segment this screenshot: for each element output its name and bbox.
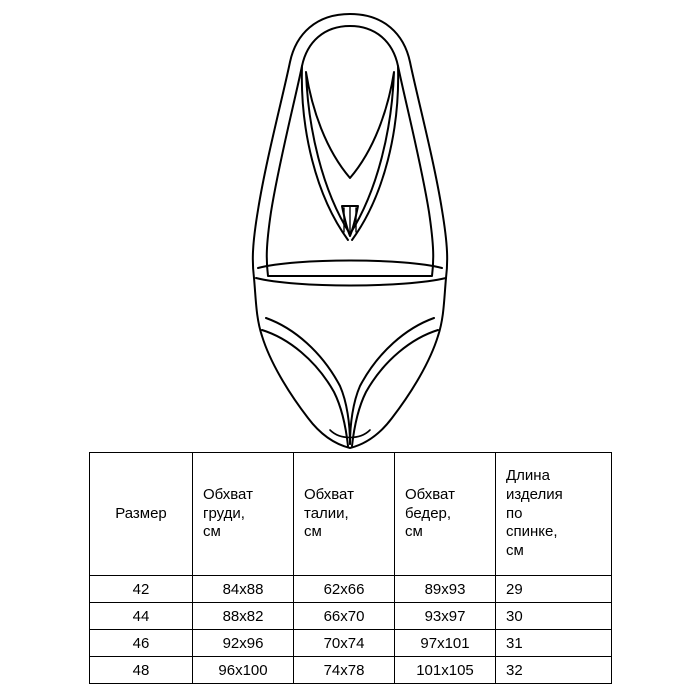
- header-size-line-1: Размер: [115, 504, 167, 522]
- header-length: [496, 453, 612, 576]
- size-table-container: [89, 452, 611, 684]
- cell-length: 29: [496, 576, 612, 603]
- table-header-row: [90, 453, 612, 576]
- cell-size: 44: [90, 603, 193, 630]
- cell-length: 30: [496, 603, 612, 630]
- header-length-line-1: Длина: [506, 467, 550, 485]
- header-hips-line-1: Обхват: [405, 485, 455, 503]
- cell-waist: 74х78: [294, 657, 395, 684]
- size-table-body: [90, 576, 612, 684]
- cell-hips: 89х93: [395, 576, 496, 603]
- cell-hips: 93х97: [395, 603, 496, 630]
- cell-hips: 101х105: [395, 657, 496, 684]
- cell-length: 31: [496, 630, 612, 657]
- cell-chest: 92х96: [193, 630, 294, 657]
- header-chest-line-2: груди,: [203, 504, 245, 522]
- table-row: [90, 630, 612, 657]
- cell-waist: 70х74: [294, 630, 395, 657]
- header-hips-line-3: см: [405, 523, 423, 541]
- header-length-line-3: по: [506, 504, 523, 522]
- table-row: [90, 657, 612, 684]
- size-table-head: [90, 453, 612, 576]
- header-length-line-4: спинке,: [506, 523, 558, 541]
- cell-waist: 62х66: [294, 576, 395, 603]
- header-waist: [294, 453, 395, 576]
- header-waist-line-1: Обхват: [304, 485, 354, 503]
- header-chest: [193, 453, 294, 576]
- table-row: [90, 576, 612, 603]
- cell-size: 48: [90, 657, 193, 684]
- cell-size: 46: [90, 630, 193, 657]
- size-table: [89, 452, 612, 684]
- header-size: [90, 453, 193, 576]
- cell-chest: 84х88: [193, 576, 294, 603]
- cell-waist: 66х70: [294, 603, 395, 630]
- cell-hips: 97х101: [395, 630, 496, 657]
- cell-chest: 96х100: [193, 657, 294, 684]
- header-hips: [395, 453, 496, 576]
- table-row: [90, 603, 612, 630]
- cell-size: 42: [90, 576, 193, 603]
- header-waist-line-2: талии,: [304, 504, 349, 522]
- cell-chest: 88х82: [193, 603, 294, 630]
- header-length-line-5: см: [506, 542, 524, 560]
- header-length-line-2: изделия: [506, 485, 563, 503]
- header-chest-line-1: Обхват: [203, 485, 253, 503]
- header-waist-line-3: см: [304, 523, 322, 541]
- cell-length: 32: [496, 657, 612, 684]
- header-chest-line-3: см: [203, 523, 221, 541]
- header-hips-line-2: бедер,: [405, 504, 452, 522]
